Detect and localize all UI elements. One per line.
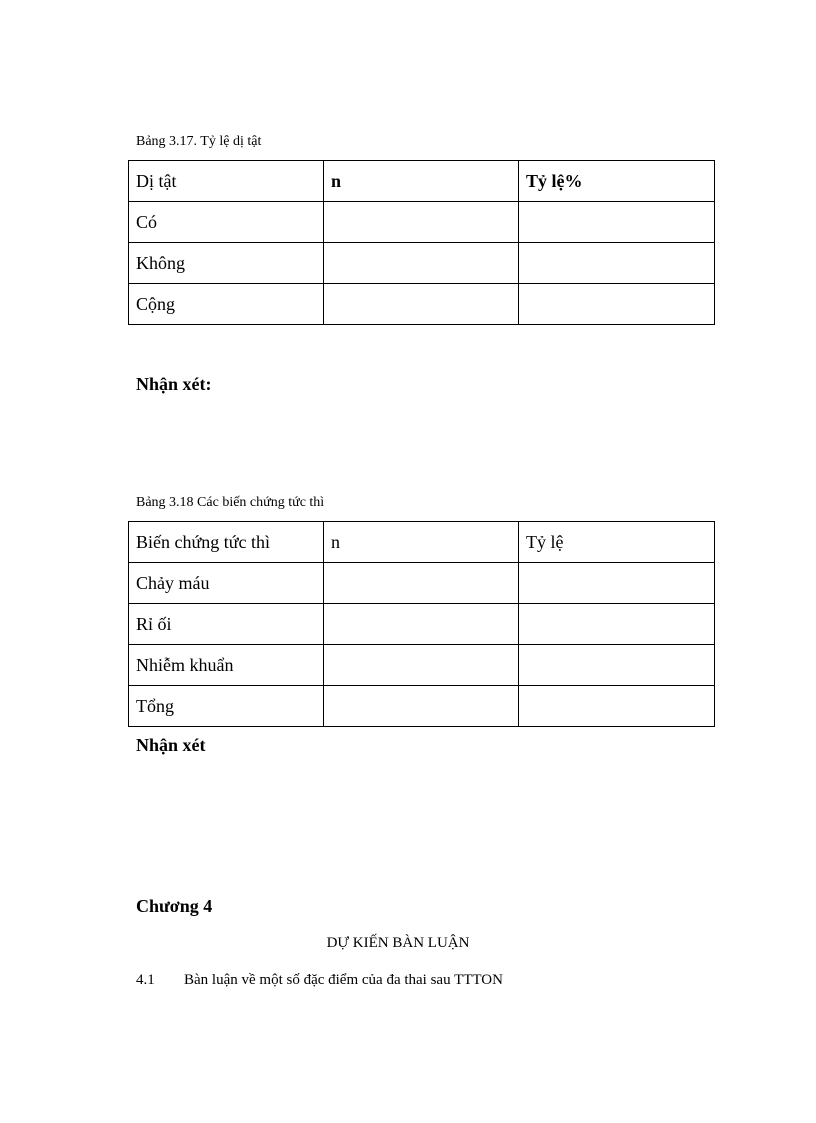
table-cell (519, 645, 715, 686)
table-cell (519, 563, 715, 604)
table-cell: Chảy máu (129, 563, 324, 604)
table-3-18-remark: Nhận xét (136, 735, 206, 755)
table-row (129, 645, 715, 686)
section-title: Bàn luận về một số đặc điểm của đa thai sau TTTON (184, 972, 503, 988)
table-cell (519, 604, 715, 645)
section-heading (136, 972, 503, 989)
table-row (129, 686, 715, 727)
table-cell (324, 202, 519, 243)
table-cell (324, 645, 519, 686)
chapter-label: Chương 4 (136, 896, 213, 916)
section-number: 4.1 (136, 972, 155, 988)
table-3-17-remark: Nhận xét: (136, 374, 212, 394)
table-cell: Tổng (129, 686, 324, 727)
table-row (129, 284, 715, 325)
table-row (129, 202, 715, 243)
chapter-title: DỰ KIẾN BÀN LUẬN (326, 935, 470, 951)
table-cell (519, 202, 715, 243)
table-cell (519, 243, 715, 284)
header-cell: Biến chứng tức thì (129, 522, 324, 563)
table-cell (519, 686, 715, 727)
table-cell: Rỉ ối (129, 604, 324, 645)
table-cell: Nhiễm khuẩn (129, 645, 324, 686)
table-row (129, 243, 715, 284)
header-cell: Dị tật (129, 161, 324, 202)
table-cell (519, 284, 715, 325)
table-cell (324, 243, 519, 284)
table-3-18 (128, 521, 715, 727)
header-cell: Tỷ lệ (519, 522, 715, 563)
table-cell (324, 686, 519, 727)
header-cell: Tỷ lệ% (519, 161, 715, 202)
table-row (129, 604, 715, 645)
header-cell: n (324, 161, 519, 202)
table-cell: Không (129, 243, 324, 284)
table-cell: Có (129, 202, 324, 243)
table-header-row (129, 161, 715, 202)
table-3-18-caption: Bảng 3.18 Các biến chứng tức thì (136, 495, 325, 510)
table-header-row (129, 522, 715, 563)
table-row (129, 563, 715, 604)
table-cell (324, 563, 519, 604)
table-cell: Cộng (129, 284, 324, 325)
table-cell (324, 284, 519, 325)
table-cell (324, 604, 519, 645)
header-cell: n (324, 522, 519, 563)
table-3-17-caption: Bảng 3.17. Tỷ lệ dị tật (136, 134, 262, 149)
table-3-17 (128, 160, 715, 325)
